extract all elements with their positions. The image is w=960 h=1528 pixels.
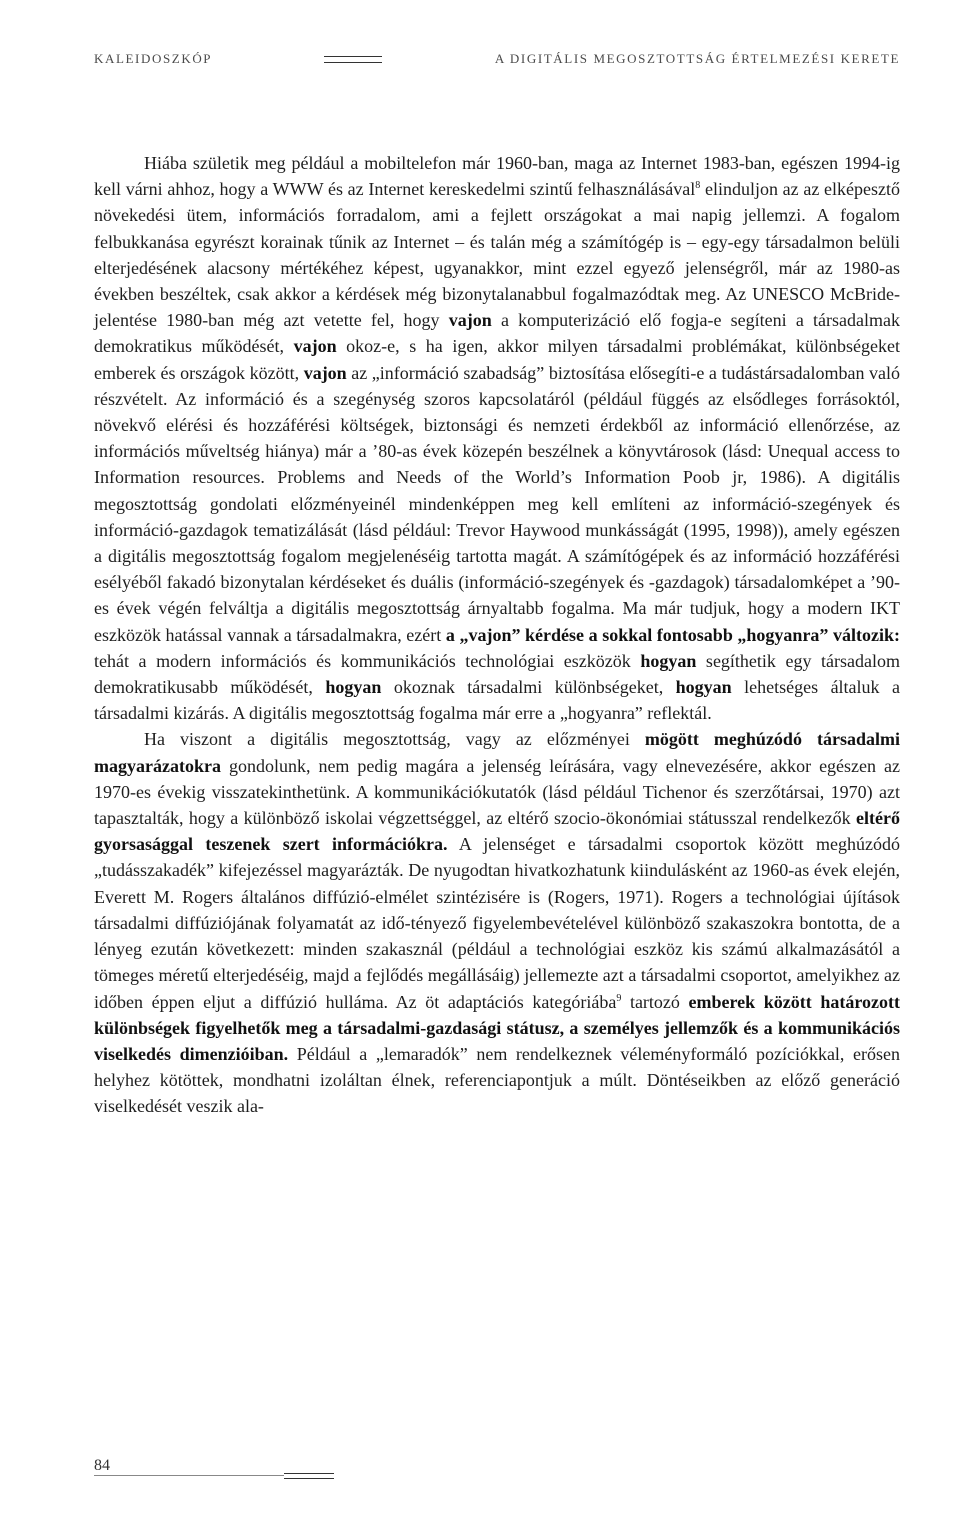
page-footer — [94, 1455, 354, 1485]
text-segment: Hiába születik meg például a mobiltelefon már 1960-ban, maga az Internet 1983-ban, egészen 1994-ig kell várni ahhoz, hogy a WWW és az Internet kereskedelmi szintű felhasználásával — [94, 153, 900, 200]
emphasis-text: hogyan — [675, 677, 732, 698]
running-header — [94, 48, 900, 70]
text-segment: okoz-e, s ha igen, akkor milyen társadalmi problémákat, különbségeket emberek és országok között, — [94, 336, 901, 383]
text-segment: tehát a modern információs és kommunikációs technológiai eszközök — [94, 650, 641, 671]
emphasis-text: eltérő gyorsasággal teszenek szert információkra. — [94, 808, 900, 855]
header-journal-title: KALEIDOSZKÓP — [94, 51, 213, 66]
text-segment: gondolunk, nem pedig magára a jelenség leírására, vagy elnevezésére, akkor egészen az 1970-es évekig visszatekinthetünk. A kommunikációkutatók (lásd például Tichenor és szerzőtársai, 1970) azt tapasztalták, hogy a különböző iskolai végzettséggel, az eltérő szocio-ökonómiai státusszal rendelkezők — [94, 755, 900, 829]
footer-line — [94, 1475, 284, 1476]
emphasis-text: hogyan — [640, 650, 697, 671]
body-paragraph — [94, 726, 900, 1119]
header-double-rule — [324, 56, 382, 63]
text-segment: a komputerizáció elő fogja-e segíteni a társadalmak demokratikus működését, — [94, 310, 901, 357]
footnote-marker: 9 — [616, 992, 622, 1004]
text-segment: az „információ szabadság” biztosítása elősegíti-e a tudástársadalomban való részvételt. Az információ és a szegénység szoros kapcsolatáról (például függés az elsődleges forrásoktól, növekvő elérési és hozzáférési költségek, biztonsági és nemzeti érdekből az információ ellenőrzése, az információs műveltség hiánya) már a ’80-as évek közepén beszélnek a könyvtárosok (lásd: Unequal access to Information resources. Problems and Needs of the World’s Information Poob jr, 1986). A digitális megosztottság gondolati előzményeinél mindenképpen meg kell említeni az információ-szegények és információ-gazdagok tematizálását (lásd például: Trevor Haywood munkásságát (1995, 1998)), amely egészen a digitális megosztottság fogalom megjelenéséig tartotta magát. A számítógépek és az információ hozzáférési esélyéből fakadó bizonytalan kérdéseket és duális (információ-szegények és -gazdagok) társadalomképet a ’90-es évek végén felváltja a digitális megosztottság árnyaltabb fogalma. Ma már tudjuk, hogy a modern IKT eszközök hatással vannak a társadalmakra, ezért — [94, 362, 900, 645]
emphasis-text: mögött meghúzódó társadalmi magyarázatokra — [94, 729, 900, 776]
footer-double-rule — [284, 1473, 334, 1479]
article-body — [94, 150, 900, 1120]
emphasis-text: hogyan — [325, 677, 382, 698]
text-segment: Ha viszont a digitális megosztottság, vagy az előzményei — [144, 729, 645, 750]
text-segment: Például a „lemaradók” nem rendelkeznek véleményformáló pozíciókkal, erősen helyhez kötöttek, mondhatni izoláltan élnek, referenciapontjuk a múlt. Döntéseikben az előző generáció viselkedését veszik ala- — [94, 1043, 900, 1117]
text-segment: okoznak társadalmi különbségeket, — [381, 677, 676, 698]
text-segment: lehetséges általuk a társadalmi kizárás. A digitális megosztottság fogalma már erre a „hogyanra” reflektál. — [94, 677, 900, 724]
emphasis-text: vajon — [293, 336, 337, 357]
text-segment: tartozó — [621, 991, 689, 1012]
text-segment: elinduljon az az elképesztő növekedési ütem, információs forradalom, ami a fejlett országokat a mai napig jellemzi. A fogalom felbukkanása egyrészt korainak tűnik az Internet – és talán még a számítógép is – egy-egy társadalmon belüli elterjedésének alacsony mértékéhez képest, ugyanakkor, mint ezzel egyező jelenségről, már az 1980-as években beszéltek, csak akkor a kérdések még bizonytalanabbul fogalmazódtak meg. Az UNESCO McBride-jelentése 1980-ban még azt vetette fel, hogy — [94, 179, 900, 331]
text-segment: segíthetik egy társadalom demokratikusabb működését, — [94, 650, 901, 698]
emphasis-text: vajon — [448, 310, 492, 331]
text-segment: A jelenséget e társadalmi csoportok között meghúzódó „tudásszakadék” kifejezéssel magyarázták. De nyugodtan hivatkozhatunk kiindulásként az 1960-as évek elején, Everett M. Rogers általános diffúzió-elmélet szintézisére is (Rogers, 1971). Rogers a technológiai újítások társadalmi diffúziójának folyamatát az idő-tényező figyelembevételével különböző szakaszokra bontotta, de a lényeg ezután következett: minden szakasznál (például a technológiai eszköz kis számú alkalmazásától a tömeges méretű elterjedéséig, majd a fejlődés megállásáig) jellemezte azt a társadalmi csoportot, amelyikhez az időben éppen eljut a diffúzió hulláma. Az öt adaptációs kategóriába — [94, 834, 900, 1012]
emphasis-text: emberek között határozott különbségek figyelhetők meg a társadalmi-gazdasági státusz, a személyes jellemzők és a kommunikációs viselkedés dimenzióiban. — [94, 991, 900, 1064]
body-paragraph — [94, 150, 900, 726]
header-article-title: A DIGITÁLIS MEGOSZTOTTSÁG ÉRTELMEZÉSI KERETE — [494, 51, 900, 66]
emphasis-text: a „vajon” kérdése a sokkal fontosabb „hogyanra” változik: — [445, 624, 901, 645]
emphasis-text: vajon — [303, 362, 347, 383]
page-number: 84 — [94, 1457, 110, 1474]
footnote-marker: 8 — [695, 180, 701, 192]
